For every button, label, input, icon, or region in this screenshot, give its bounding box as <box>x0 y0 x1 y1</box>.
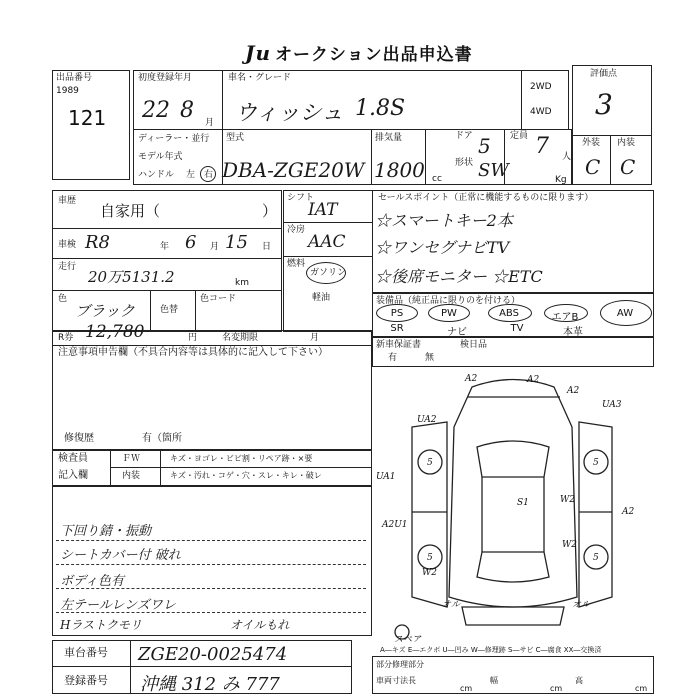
lot-number: 121 <box>68 106 107 130</box>
manual-label: 新車保証書 <box>376 340 422 350</box>
inspection-day-unit: 日 <box>262 242 272 252</box>
svg-text:A2: A2 <box>465 374 478 384</box>
svg-text:W2: W2 <box>422 568 437 578</box>
sales-line-1: ☆スマートキー2本 <box>375 211 513 230</box>
color-value: ブラック <box>75 302 135 320</box>
svg-text:UA1: UA1 <box>376 472 396 482</box>
history-label: 車歴 <box>58 196 77 206</box>
equip-navi: ナビ <box>447 327 467 338</box>
ext-label: 外装 <box>582 138 601 148</box>
equip-abs-circle <box>488 304 532 322</box>
equip-pw: PW <box>441 308 457 319</box>
ext-grade: C <box>585 155 601 179</box>
history-close: ） <box>262 202 278 220</box>
sales-label: セールスポイント（正常に機能するものに限ります） <box>378 193 594 203</box>
svg-text:A2: A2 <box>622 507 635 517</box>
title-text: オークション出品申込書 <box>275 45 473 65</box>
int-marks: キズ・汚れ・コゲ・穴・スレ・キレ・破レ <box>170 471 322 480</box>
svg-text:UA3: UA3 <box>602 400 622 410</box>
dim-width: 幅 <box>490 676 498 685</box>
form-title <box>245 40 473 65</box>
dim-label: 部分修理部分 <box>376 660 424 669</box>
score-box <box>572 65 652 185</box>
first-reg-label: 初度登録年月 <box>138 73 193 83</box>
equipment-label: 装備品（純正品に限りのを付ける） <box>376 296 521 306</box>
mileage-unit: km <box>235 278 249 288</box>
car-name-value: ウィッシュ <box>235 101 344 126</box>
displacement-label: 排気量 <box>375 133 403 143</box>
sales-line-3: ☆後席モニター ☆ETC <box>375 267 543 286</box>
type-label: 型式 <box>226 133 245 143</box>
memo-2: シートカバー付 破れ <box>60 548 181 563</box>
inspection-day: 15 <box>225 232 248 253</box>
svg-text:A2: A2 <box>527 375 540 385</box>
first-reg-month-unit: 月 <box>205 118 215 128</box>
handle-right: 右 <box>204 170 214 180</box>
legend: A―キズ E―エクボ U―凹み W―修理跡 S―サビ C―腐食 XX―交換済 <box>380 646 602 654</box>
score-value: 3 <box>595 88 613 121</box>
notes-box <box>52 345 372 450</box>
fuel-light: 軽油 <box>312 293 331 303</box>
svg-text:5: 5 <box>593 458 599 468</box>
svg-text:W2: W2 <box>562 540 577 550</box>
recycle-unit: 円 <box>188 333 198 343</box>
transfer-label: 名変期限 <box>222 333 259 343</box>
shift-label: シフト <box>287 193 315 203</box>
color-label: 色 <box>58 294 68 304</box>
history-value: 自家用（ <box>100 202 161 220</box>
ac-label: 冷房 <box>287 225 306 235</box>
inspection-month-unit: 月 <box>210 242 220 252</box>
first-reg-year: 22 <box>142 98 170 123</box>
manual-no: 無 <box>425 353 435 363</box>
fw-marks: キズ・ヨゴレ・ビビ割・リペア跡・×要 <box>170 454 313 463</box>
chassis-label: 車台番号 <box>64 646 108 659</box>
manual-yes: 有 <box>388 353 398 363</box>
equip-ps: PS <box>390 308 404 319</box>
svg-text:UA2: UA2 <box>417 415 437 425</box>
type-value: DBA-ZGE20W <box>222 158 365 182</box>
dim-length: 車両寸法長 <box>376 676 416 685</box>
drive-2wd: 2WD <box>530 82 552 92</box>
ac-value: AAC <box>308 232 346 252</box>
drive-4wd: 4WD <box>530 107 552 117</box>
svg-text:A2U1: A2U1 <box>382 520 408 530</box>
memo-3: ボディ色有 <box>60 574 124 589</box>
fw-label: ＦＷ <box>122 454 141 464</box>
dim-height: 高 <box>575 676 583 685</box>
int-grade: C <box>620 155 636 179</box>
first-reg-month: 8 <box>180 98 194 123</box>
equip-leather: 本革 <box>563 327 583 338</box>
plate-label: 登録番号 <box>64 674 108 687</box>
drive-box <box>521 70 569 130</box>
inspection-era: R8 <box>85 232 111 253</box>
handle-left: 左 <box>186 170 196 180</box>
fuel-value: ガソリン <box>310 268 347 278</box>
svg-text:A2: A2 <box>567 386 580 396</box>
recycle-value: 12,780 <box>85 322 145 342</box>
displacement-unit: cc <box>432 174 442 184</box>
car-name-label: 車名・グレード <box>228 73 292 83</box>
shape-value: SW <box>478 160 509 181</box>
manual-record: 検日品 <box>460 340 488 350</box>
int-label: 内装 <box>617 138 636 148</box>
car-grade-value: 1.8S <box>355 96 406 121</box>
repair-label: 修復歴 <box>64 433 94 444</box>
svg-text:オル: オル <box>442 600 461 610</box>
recycle-label: R券 <box>58 333 74 343</box>
equip-aw: AW <box>616 308 634 319</box>
repair-value: 有（箇所 <box>142 433 182 444</box>
equip-tv: TV <box>510 323 524 334</box>
inspection-year-unit: 年 <box>160 242 170 252</box>
inspector-entry: 記入欄 <box>58 470 88 481</box>
kg-label: Kg <box>555 175 567 185</box>
equip-sr: SR <box>390 323 404 334</box>
svg-text:5: 5 <box>427 553 433 563</box>
memo-5: Hラストクモリ <box>60 618 142 632</box>
ju-logo: Ju <box>245 41 272 65</box>
equip-pw-circle <box>428 304 470 322</box>
svg-text:5: 5 <box>593 553 599 563</box>
dim-cm2: cm <box>550 684 563 693</box>
svg-text:S1: S1 <box>517 498 529 508</box>
doors-label: ドア <box>455 131 473 141</box>
transfer-month: 月 <box>310 333 320 343</box>
lot-label: 出品番号 <box>56 73 93 83</box>
svg-text:スペア: スペア <box>394 635 422 642</box>
interior-label: 内装 <box>122 471 141 481</box>
dim-cm1: cm <box>460 684 473 693</box>
shape-label: 形状 <box>455 158 474 168</box>
shift-value: IAT <box>308 200 338 220</box>
notes-label: 注意事項申告欄（不具合内容等は具体的に記入して下さい） <box>58 347 328 358</box>
color-change-label: 色替 <box>160 305 179 315</box>
displacement-value: 1800 <box>374 158 425 182</box>
inspector-label: 検査員 <box>58 453 88 464</box>
equip-aw-circle <box>600 300 652 326</box>
svg-text:5: 5 <box>427 458 433 468</box>
memo-4: 左テールレンズワレ <box>60 598 176 613</box>
model-year-label: モデル年式 <box>138 152 183 162</box>
sales-line-2: ☆ワンセグナビTV <box>375 238 510 257</box>
mileage-label: 走行 <box>58 262 77 272</box>
equip-ps-circle <box>376 304 418 322</box>
inspection-label: 車検 <box>58 240 77 250</box>
dealer-label: ディーラー・並行 <box>138 134 210 144</box>
doors-value: 5 <box>478 134 491 158</box>
capacity-value: 7 <box>535 134 549 159</box>
equip-abs: ABS <box>499 308 519 319</box>
svg-text:W2: W2 <box>560 495 575 505</box>
equip-airbag: エアB <box>551 312 579 323</box>
car-diagram <box>372 367 654 642</box>
chassis-value: ZGE20-0025474 <box>138 644 288 665</box>
memo-1: 下回り錆・振動 <box>60 524 152 539</box>
lot-sub: 1989 <box>56 86 79 96</box>
mileage-value: 20万5131.2 <box>88 268 175 286</box>
handle-label: ハンドル <box>138 170 175 180</box>
fuel-label: 燃料 <box>287 259 306 269</box>
score-label: 評価点 <box>590 69 618 79</box>
memo-6: オイルもれ <box>230 618 290 632</box>
svg-text:オル: オル <box>572 600 591 610</box>
plate-value: 沖縄 312 み 777 <box>140 674 280 695</box>
equip-airbag-circle <box>544 304 588 322</box>
capacity-unit: 人 <box>562 152 572 162</box>
capacity-label: 定員 <box>510 131 529 141</box>
dim-cm3: cm <box>635 684 648 693</box>
inspection-month: 6 <box>185 232 197 253</box>
color-code-label: 色コード <box>200 294 237 304</box>
